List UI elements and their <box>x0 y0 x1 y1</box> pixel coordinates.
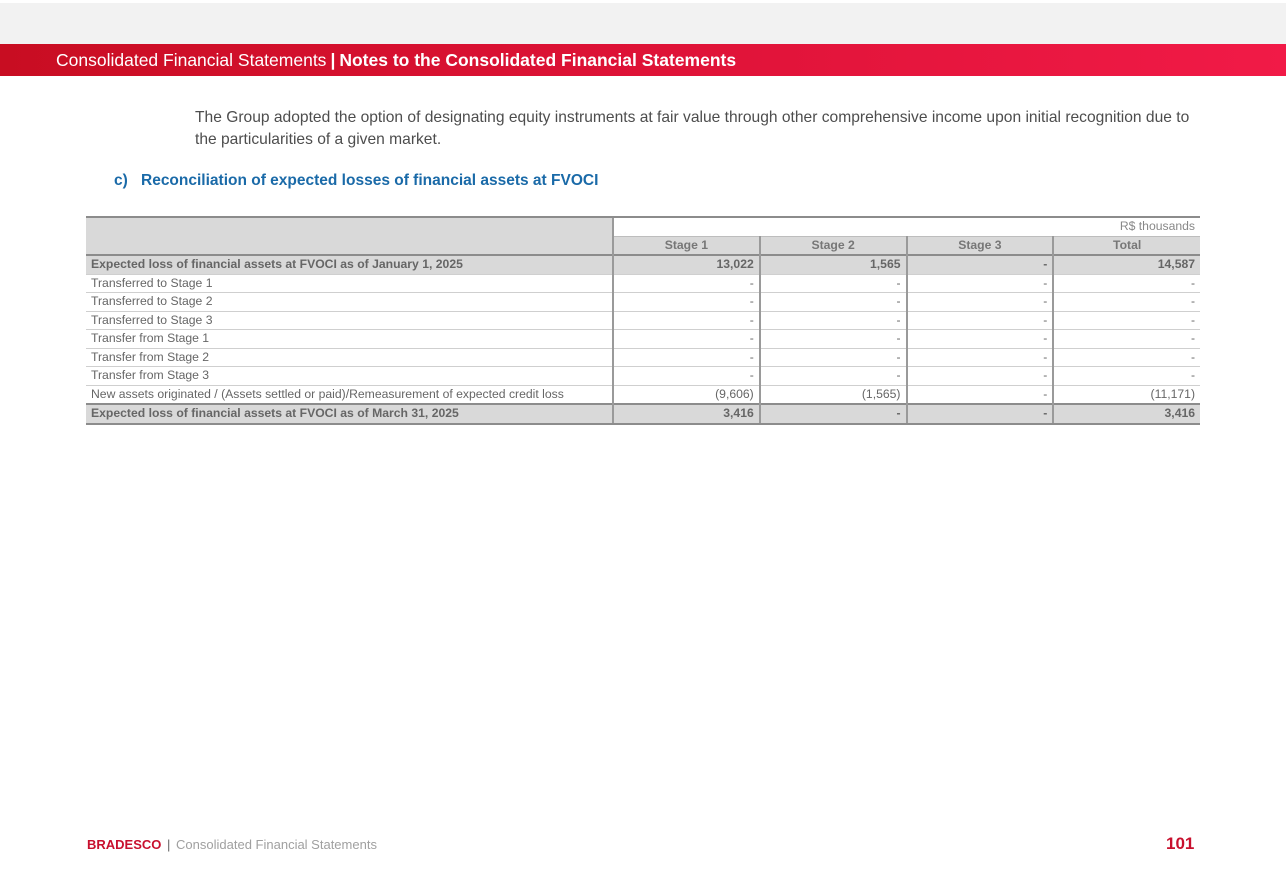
row-value: 3,416 <box>613 404 760 424</box>
table-units-row <box>86 217 1200 236</box>
column-header: Stage 2 <box>760 236 907 255</box>
column-header: Stage 3 <box>907 236 1054 255</box>
section-heading <box>114 172 598 190</box>
table-row <box>86 385 1200 404</box>
table-total-row <box>86 255 1200 274</box>
row-value: - <box>907 293 1054 312</box>
reconciliation-table <box>86 216 1200 425</box>
row-value: - <box>613 348 760 367</box>
column-header: Total <box>1053 236 1200 255</box>
row-value: 3,416 <box>1053 404 1200 424</box>
row-value: (9,606) <box>613 385 760 404</box>
row-value: - <box>613 367 760 386</box>
table-row <box>86 293 1200 312</box>
row-value: 13,022 <box>613 255 760 274</box>
row-value: - <box>907 367 1054 386</box>
row-value: - <box>760 330 907 349</box>
row-label: Transferred to Stage 3 <box>86 311 613 330</box>
row-value: 14,587 <box>1053 255 1200 274</box>
table-total-row <box>86 404 1200 424</box>
row-value: - <box>1053 348 1200 367</box>
row-value: - <box>613 274 760 293</box>
row-label: Expected loss of financial assets at FVOCI as of March 31, 2025 <box>86 404 613 424</box>
section-header-bar <box>0 44 1286 76</box>
row-value: 1,565 <box>760 255 907 274</box>
row-value: - <box>1053 293 1200 312</box>
table-row <box>86 330 1200 349</box>
row-value: - <box>907 311 1054 330</box>
row-value: - <box>613 311 760 330</box>
table-row <box>86 367 1200 386</box>
row-label: Transferred to Stage 1 <box>86 274 613 293</box>
page-number: 101 <box>1166 834 1195 853</box>
row-value: - <box>760 404 907 424</box>
footer-title: Consolidated Financial Statements <box>176 837 377 852</box>
row-value: - <box>760 311 907 330</box>
row-value: - <box>907 255 1054 274</box>
footer-brand: BRADESCO <box>87 837 162 852</box>
column-header: Stage 1 <box>613 236 760 255</box>
row-value: - <box>1053 311 1200 330</box>
header-section: Consolidated Financial Statements <box>56 50 327 70</box>
table-row <box>86 348 1200 367</box>
row-value: (11,171) <box>1053 385 1200 404</box>
row-value: - <box>613 330 760 349</box>
heading-title: Reconciliation of expected losses of financial assets at FVOCI <box>141 172 599 189</box>
row-label: Transferred to Stage 2 <box>86 293 613 312</box>
row-value: - <box>907 385 1054 404</box>
row-label: Expected loss of financial assets at FVOCI as of January 1, 2025 <box>86 255 613 274</box>
row-value: - <box>907 348 1054 367</box>
row-label: New assets originated / (Assets settled or paid)/Remeasurement of expected credit loss <box>86 385 613 404</box>
row-value: - <box>760 293 907 312</box>
row-value: - <box>907 404 1054 424</box>
header-separator: | <box>330 50 336 70</box>
footer <box>87 837 377 852</box>
row-value: - <box>1053 274 1200 293</box>
top-band <box>0 3 1286 44</box>
table-units-label: R$ thousands <box>613 217 1200 236</box>
table-body <box>86 255 1200 424</box>
row-value: - <box>760 367 907 386</box>
row-value: - <box>760 274 907 293</box>
row-label: Transfer from Stage 2 <box>86 348 613 367</box>
table-row <box>86 274 1200 293</box>
row-value: - <box>1053 330 1200 349</box>
footer-separator: | <box>167 837 171 852</box>
heading-letter: c) <box>114 172 128 189</box>
row-value: - <box>907 330 1054 349</box>
intro-paragraph: The Group adopted the option of designating equity instruments at fair value through other comprehensive income upon initial recognition due to the particularities of a given market. <box>195 109 1190 148</box>
row-value: - <box>760 348 907 367</box>
row-value: (1,565) <box>760 385 907 404</box>
row-value: - <box>1053 367 1200 386</box>
row-value: - <box>907 274 1054 293</box>
row-label: Transfer from Stage 3 <box>86 367 613 386</box>
row-label: Transfer from Stage 1 <box>86 330 613 349</box>
table-row <box>86 311 1200 330</box>
table-corner-cell <box>86 217 613 255</box>
header-subsection: Notes to the Consolidated Financial Statements <box>339 50 737 70</box>
row-value: - <box>613 293 760 312</box>
